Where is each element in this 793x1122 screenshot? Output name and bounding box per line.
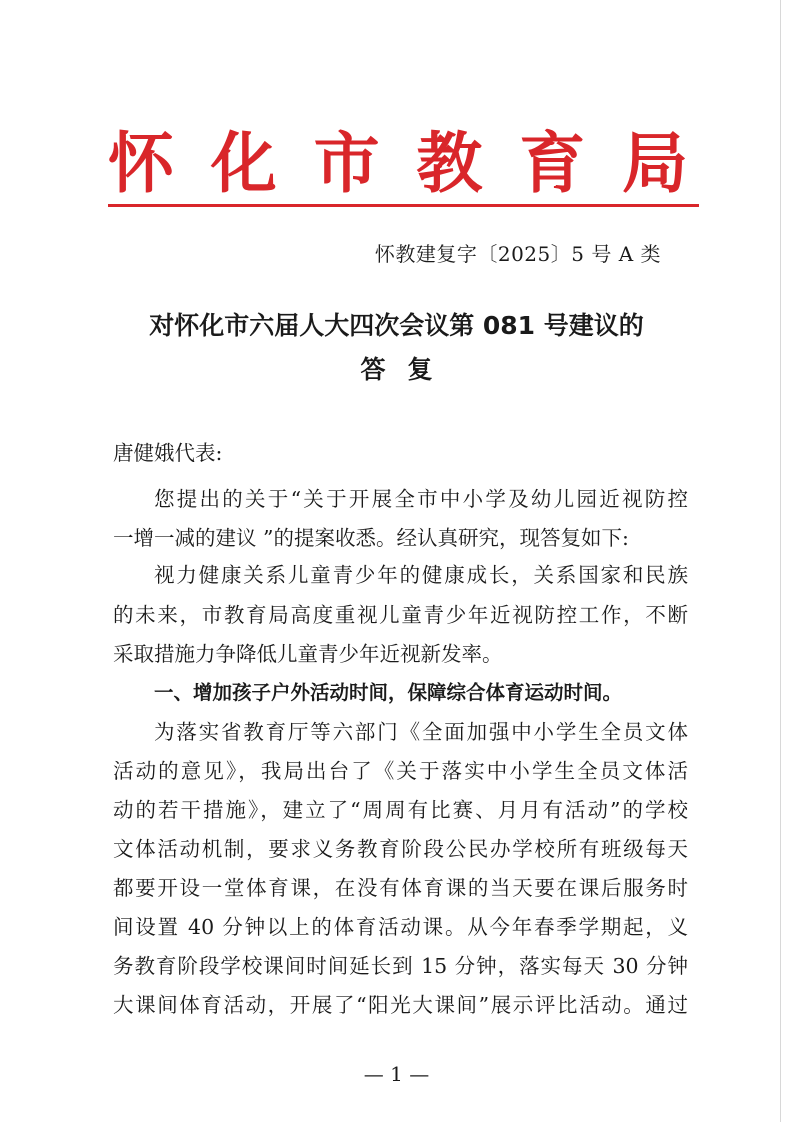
body-line: 务教育阶段学校课间时间延长到 15 分钟，落实每天 30 分钟 <box>113 954 688 978</box>
page-number: — 1 — <box>363 1062 430 1086</box>
body-line: 一增一减的建议 ”的提案收悉。经认真研究，现答复如下: <box>113 526 629 550</box>
masthead <box>108 118 688 208</box>
body-line: 间设置 40 分钟以上的体育活动课。从今年春季学期起，义 <box>113 915 688 939</box>
masthead-char: 育 <box>519 124 586 202</box>
section-heading: 一、增加孩子户外活动时间，保障综合体育运动时间。 <box>154 681 623 704</box>
document-title-line-2: 答复 <box>360 355 455 384</box>
body-line: 您提出的关于“关于开展全市中小学及幼儿园近视防控 <box>154 487 688 511</box>
scan-edge-line <box>780 0 781 1122</box>
body-line: 的未来，市教育局高度重视儿童青少年近视防控工作，不断 <box>113 603 688 627</box>
body-line: 动的若干措施》，建立了“周周有比赛、月月有活动”的学校 <box>113 798 688 822</box>
document-number: 怀教建复字〔2025〕5 号 A 类 <box>374 242 661 266</box>
body-line: 为落实省教育厅等六部门《全面加强中小学生全员文体 <box>154 720 688 744</box>
masthead-char: 市 <box>313 124 380 202</box>
body-line: 视力健康关系儿童青少年的健康成长，关系国家和民族 <box>154 563 688 587</box>
body-line: 采取措施力争降低儿童青少年近视新发率。 <box>113 642 503 666</box>
body-line: 活动的意见》，我局出台了《关于落实中小学生全员文体活 <box>113 759 688 783</box>
masthead-char: 化 <box>210 124 277 202</box>
masthead-red-rule <box>108 204 699 207</box>
masthead-char: 教 <box>416 124 483 202</box>
body-line: 大课间体育活动，开展了“阳光大课间”展示评比活动。通过 <box>113 993 688 1017</box>
body-line: 文体活动机制，要求义务教育阶段公民办学校所有班级每天 <box>113 837 688 861</box>
body-line: 都要开设一堂体育课，在没有体育课的当天要在课后服务时 <box>113 876 688 900</box>
masthead-char: 怀 <box>108 124 174 202</box>
document-title-line-1: 对怀化市六届人大四次会议第 081 号建议的 <box>149 311 644 340</box>
salutation: 唐健娥代表: <box>113 441 223 465</box>
masthead-char: 局 <box>621 124 688 202</box>
